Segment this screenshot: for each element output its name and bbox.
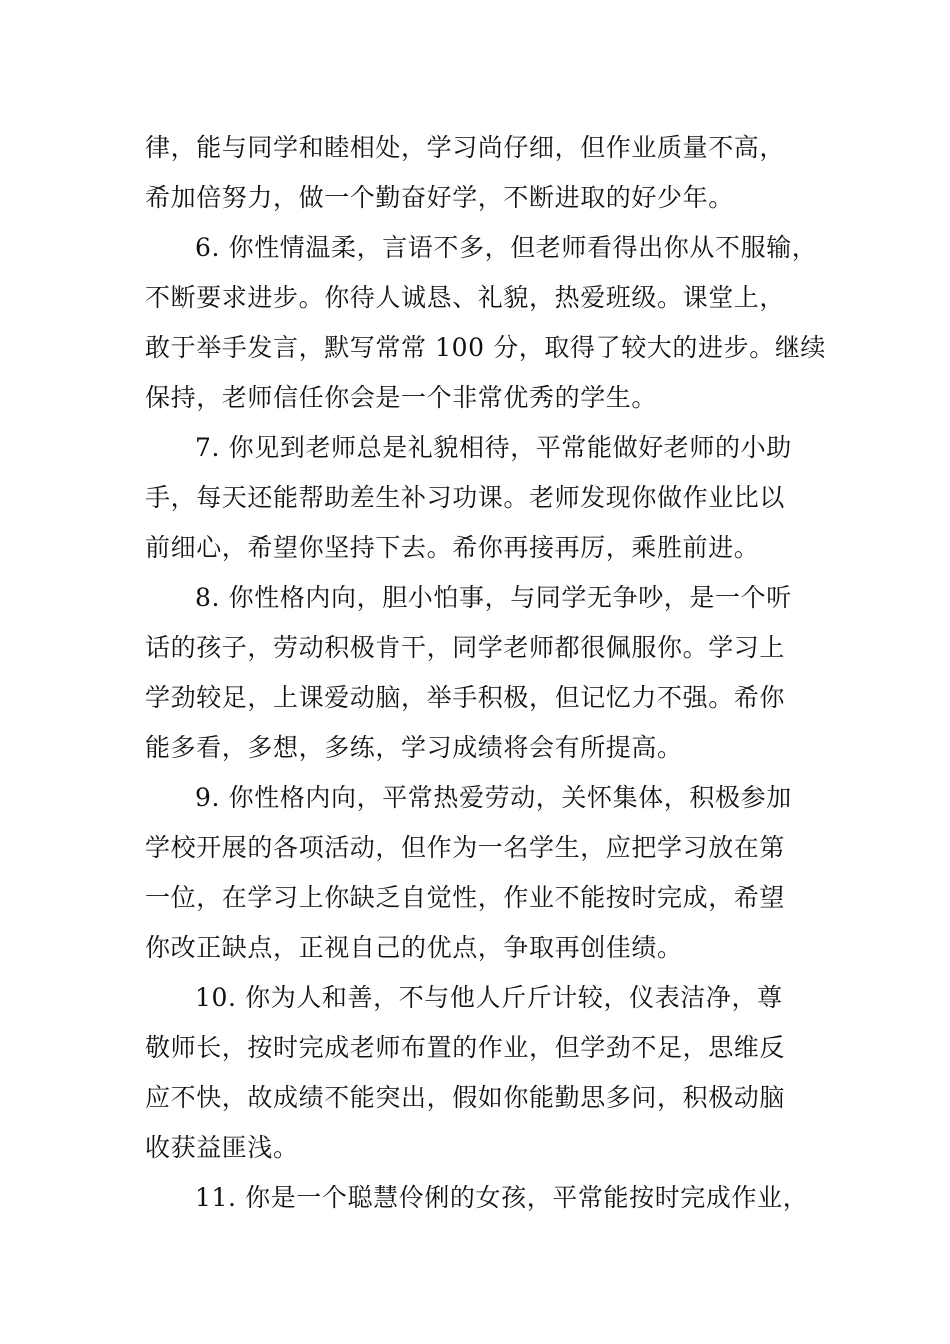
text-line: 不断要求进步。你待人诚恳、礼貌，热爱班级。课堂上， xyxy=(145,283,786,312)
text-line: 一位，在学习上你缺乏自觉性，作业不能按时完成，希望 xyxy=(145,883,786,912)
paragraph-8-start: 8. 你性格内向，胆小怕事，与同学无争吵，是一个听 xyxy=(195,583,792,612)
text-line: 收获益匪浅。 xyxy=(145,1133,299,1162)
paragraph-6-start: 6. 你性情温柔，言语不多，但老师看得出你从不服输， xyxy=(195,233,818,262)
text-line: 能多看，多想，多练，学习成绩将会有所提高。 xyxy=(145,733,683,762)
text-line: 手，每天还能帮助差生补习功课。老师发现你做作业比以 xyxy=(145,483,786,512)
text-line: 保持，老师信任你会是一个非常优秀的学生。 xyxy=(145,383,658,412)
paragraph-7-start: 7. 你见到老师总是礼貌相待，平常能做好老师的小助 xyxy=(195,433,792,462)
text-line: 应不快，故成绩不能突出，假如你能勤思多问，积极动脑 xyxy=(145,1083,786,1112)
text-line: 学劲较足，上课爱动脑，举手积极，但记忆力不强。希你 xyxy=(145,683,786,712)
paragraph-9-start: 9. 你性格内向，平常热爱劳动，关怀集体，积极参加 xyxy=(195,783,792,812)
text-line: 学校开展的各项活动，但作为一名学生，应把学习放在第 xyxy=(145,833,786,862)
paragraph-10-start: 10. 你为人和善，不与他人斤斤计较，仪表洁净，尊 xyxy=(195,983,783,1012)
paragraph-11-start: 11. 你是一个聪慧伶俐的女孩，平常能按时完成作业， xyxy=(195,1183,809,1212)
text-line: 你改正缺点，正视自己的优点，争取再创佳绩。 xyxy=(145,933,683,962)
text-line: 敬师长，按时完成老师布置的作业，但学劲不足，思维反 xyxy=(145,1033,786,1062)
text-line: 前细心，希望你坚持下去。希你再接再厉，乘胜前进。 xyxy=(145,533,760,562)
text-line: 敢于举手发言，默写常常 100 分，取得了较大的进步。继续 xyxy=(145,333,827,362)
text-line: 希加倍努力，做一个勤奋好学，不断进取的好少年。 xyxy=(145,183,734,212)
text-line: 律，能与同学和睦相处，学习尚仔细，但作业质量不高， xyxy=(145,133,786,162)
text-line: 话的孩子，劳动积极肯干，同学老师都很佩服你。学习上 xyxy=(145,633,786,662)
